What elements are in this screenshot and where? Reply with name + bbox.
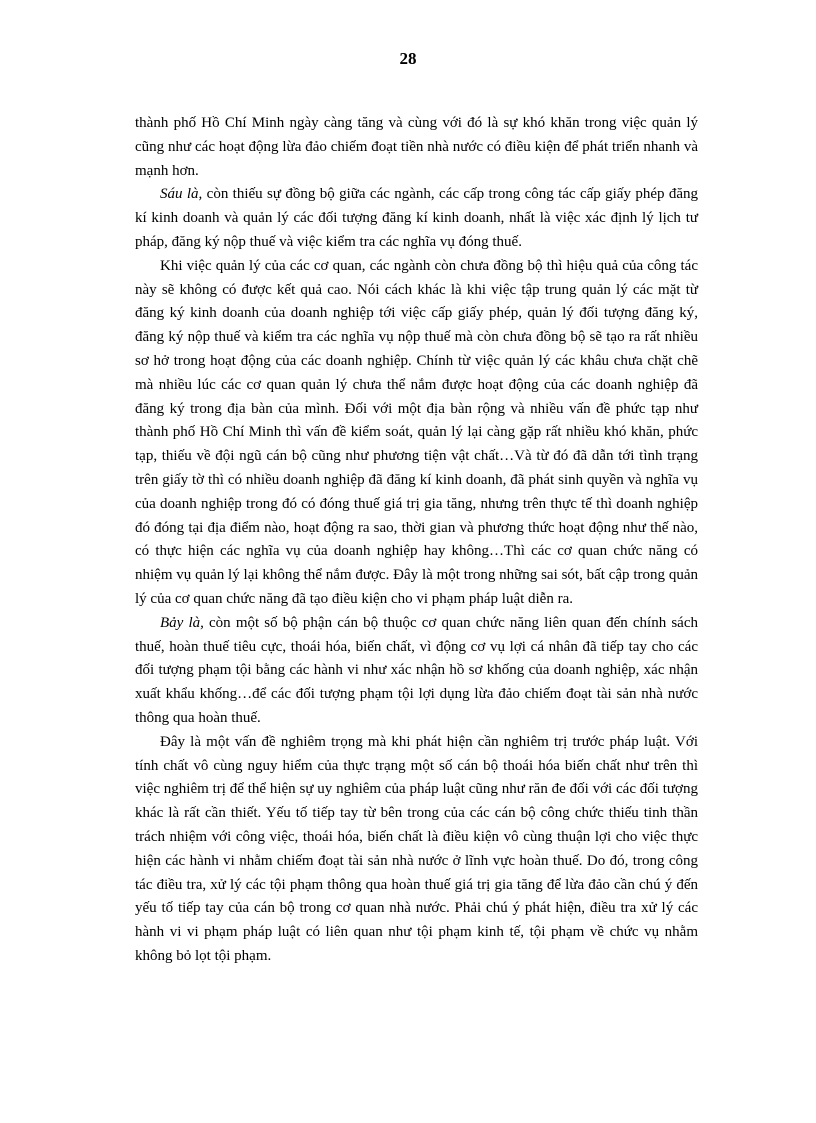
body-text — [135, 112, 698, 969]
page-number: 28 — [399, 49, 417, 68]
paragraph-text: thành phố Hồ Chí Minh ngày càng tăng và cùng với đó là sự khó khăn trong việc quản lý cũng như các hoạt động lừa đảo chiếm đoạt tiền nhà nước có điều kiện để phát triển nhanh và mạnh hơn. — [135, 115, 698, 179]
paragraph-4 — [135, 612, 698, 731]
paragraph-5 — [135, 731, 698, 969]
paragraph-text: còn thiếu sự đồng bộ giữa các ngành, các cấp trong công tác cấp giấy phép đăng kí kinh doanh và quản lý các đối tượng đăng kí kinh doanh, nhất là việc xác định lý lịch tư pháp, đăng ký nộp thuế và việc kiểm tra các nghĩa vụ đóng thuế. — [135, 186, 698, 250]
paragraph-3 — [135, 255, 698, 612]
paragraph-lead: Sáu là, — [160, 186, 203, 203]
paragraph-2 — [135, 183, 698, 254]
paragraph-1 — [135, 112, 698, 183]
paragraph-lead: Bảy là, — [160, 614, 204, 631]
paragraph-text: còn một số bộ phận cán bộ thuộc cơ quan chức năng liên quan đến chính sách thuế, hoàn thuế tiêu cực, thoái hóa, biến chất, vì động cơ vụ lợi cá nhân đã tiếp tay cho các đối tượng phạm tội bằng các hành vi như xác nhận hồ sơ khống của doanh nghiệp, xác nhận xuất khẩu khống…để các đối tượng phạm tội lợi dụng lừa đảo chiếm đoạt tài sản nhà nước thông qua hoàn thuế. — [135, 614, 699, 726]
paragraph-text: Khi việc quản lý của các cơ quan, các ngành còn chưa đồng bộ thì hiệu quả của công tác này sẽ không có được kết quả cao. Nói cách khác là khi việc tập trung quản lý các mặt từ đăng ký kinh doanh của doanh nghiệp tới việc cấp giấy phép, quản lý đối tượng đăng ký, đăng ký nộp thuế và kiểm tra các nghĩa vụ nộp thuế mà còn chưa đồng bộ sẽ tạo ra rất nhiều sơ hở trong hoạt động của các doanh nghiệp. Chính từ việc quản lý các khâu chưa chặt chẽ mà nhiều lúc các cơ quan quản lý chưa thể nắm được hoạt động của các doanh nghiệp đã đăng ký trong địa bàn của mình. Đối với một địa bàn rộng và nhiều vấn đề phức tạp như thành phố Hồ Chí Minh thì vấn đề kiểm soát, quản lý lại càng gặp rất nhiều khó khăn, phức tạp, thiếu về đội ngũ cán bộ cũng như phương tiện vật chất…Và từ đó đã dẫn tới tình trạng trên giấy tờ thì có nhiều doanh nghiệp đã đăng kí kinh doanh, đã phát sinh quyền và nghĩa vụ của doanh nghiệp trong đó có đóng thuế giá trị gia tăng, nhưng trên thực tế thì doanh nghiệp đó đóng tại địa điểm nào, hoạt động ra sao, thời gian và phương thức hoạt động như thế nào, có thực hiện các nghĩa vụ của doanh nghiệp hay không…Thì các cơ quan chức năng có nhiệm vụ quản lý lại không thể nắm được. Đây là một trong những sai sót, bất cập trong quản lý của cơ quan chức năng đã tạo điều kiện cho vi phạm pháp luật diễn ra. — [135, 257, 698, 607]
paragraph-text: Đây là một vấn đề nghiêm trọng mà khi phát hiện cần nghiêm trị trước pháp luật. Với tính chất vô cùng nguy hiểm của thực trạng một số cán bộ thoái hóa biến chất như trên thì việc nghiêm trị để thể hiện sự uy nghiêm của pháp luật cũng như răn đe đối với các đối tượng khác là rất cần thiết. Yếu tố tiếp tay từ bên trong của các cán bộ công chức thiếu tinh thần trách nhiệm với công việc, thoái hóa, biến chất là điều kiện vô cùng thuận lợi cho việc thực hiện các hành vi nhằm chiếm đoạt tài sản nhà nước ở lĩnh vực hoàn thuế. Do đó, trong công tác điều tra, xử lý các tội phạm thông qua hoàn thuế giá trị gia tăng để lừa đảo cần chú ý đến yếu tố tiếp tay của cán bộ trong cơ quan nhà nước. Phải chú ý phát hiện, điều tra xử lý các hành vi vi phạm pháp luật có liên quan như tội phạm kinh tế, tội phạm về chức vụ nhằm không bỏ lọt tội phạm. — [135, 733, 698, 964]
